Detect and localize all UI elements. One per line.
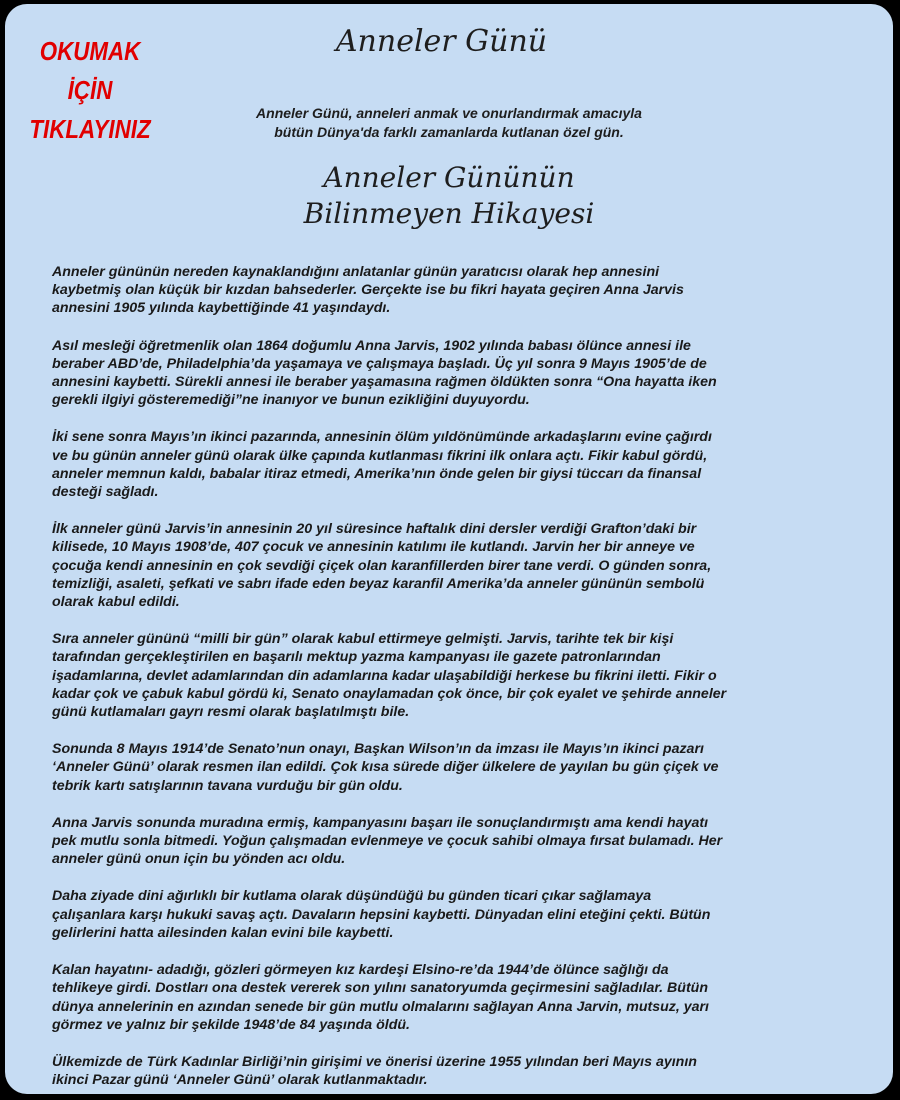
paragraph-line: tehlikeye girdi. Dostları ona destek vererek son yılını sanatoryumda geçirmesini sağladılar. Bütün [52, 980, 709, 997]
paragraph-line: kilisede, 10 Mayıs 1908’de, 407 çocuk ve annesinin katılımı ile kutlandı. Jarvin her bir anneye ve [52, 539, 695, 556]
paragraph-line: olarak kabul edildi. [52, 594, 180, 611]
paragraph-line: Asıl mesleği öğretmenlik olan 1864 doğumlu Anna Jarvis, 1902 yılında babası ölünce annesi ile [52, 337, 691, 354]
article-paragraph [52, 814, 882, 869]
paragraph-line: pek mutlu sonla bitmedi. Yoğun çalışmadan evlenmeye ve çocuk sahibi olmaya fırsat bulamadı. Her [52, 833, 723, 850]
paragraph-line: gerekli ilgiyi gösteremediği”ne inanıyor ve bunun ezikliğini duyuyordu. [52, 392, 530, 409]
article-paragraph [52, 630, 882, 721]
paragraph-line: annesini 1905 yılında kaybettiğinde 41 yaşındaydı. [52, 300, 391, 317]
paragraph-line: Kalan hayatını- adadığı, gözleri görmeyen kız kardeşi Elsino-re’da 1944’de ölünce sağlığı da [52, 962, 669, 979]
article-body [52, 263, 882, 1094]
article-title-line-2: Bilinmeyen Hikayesi [303, 197, 595, 230]
read-more-line-2: İÇİN [67, 75, 113, 105]
article-paragraph [52, 520, 882, 611]
paragraph-line: İki sene sonra Mayıs’ın ikinci pazarında, annesinin ölüm yıldönümünde arkadaşlarını evine çağırdı [52, 429, 712, 446]
article-paragraph [52, 887, 882, 942]
read-more-line-3: TIKLAYINIZ [29, 114, 151, 144]
paragraph-line: ‘Anneler Günü’ olarak resmen ilan edildi. Çok kısa sürede diğer ülkelere de yayılan bu gün çiçek ve [52, 759, 719, 776]
paragraph-line: işadamlarına, devlet adamlarından din adamlarına kadar ulaşabildiği herkese bu fikrini iletti. Fikir o [52, 667, 717, 684]
paragraph-line: dünya annelerinin en azından senede bir gün mutlu olmalarını sağlayan Anna Jarvin, mutsuz, yarı [52, 998, 709, 1015]
read-more-line-1: OKUMAK [39, 36, 141, 66]
paragraph-line: anneler memnun kaldı, babalar itiraz etmedi, Amerika’nın önde gelen bir giysi tüccarı da finansal [52, 465, 702, 482]
paragraph-line: Sonunda 8 Mayıs 1914’de Senato’nun onayı, Başkan Wilson’ın da imzası ile Mayıs’ın ikinci pazarı [52, 741, 704, 758]
paragraph-line: temizliği, asaleti, şefkati ve sabrı ifade eden beyaz karanfil Amerika’da anneler gününün sembolü [52, 575, 705, 592]
paragraph-line: desteği sağladı. [52, 484, 159, 501]
paragraph-line: Anna Jarvis sonunda muradına ermiş, kampanyasını başarı ile sonuçlandırmıştı ama kendi hayatı [52, 814, 709, 831]
paragraph-line: Anneler gününün nereden kaynaklandığını anlatanlar günün yaratıcısı olarak hep annesini [52, 264, 660, 280]
paragraph-line: annesini kaybetti. Sürekli annesi ile beraber yaşamasına rağmen öldükten sonra “Ona hayatta iken [52, 374, 717, 391]
paragraph-line: gelirlerini hatta ailesinden kalan evini bile kaybetti. [52, 924, 394, 941]
article-title [5, 160, 893, 232]
article-paragraph [52, 740, 882, 795]
article-paragraph [52, 961, 882, 1034]
paragraph-line: anneler günü onun için bu yönden acı oldu. [52, 851, 346, 868]
intro-line-1: Anneler Günü, anneleri anmak ve onurlandırmak amacıyla [256, 105, 642, 121]
article-title-line-1: Anneler Gününün [323, 161, 575, 194]
paragraph-line: tebrik kartı satışlarının tavana vurduğu bir gün oldu. [52, 777, 403, 794]
page-title: Anneler Günü [335, 24, 548, 59]
article-paragraph [52, 1053, 882, 1089]
paragraph-line: İlk anneler günü Jarvis’in annesinin 20 yıl süresince haftalık dini dersler verdiği Grafton’daki bir [52, 521, 697, 538]
paragraph-line: beraber ABD’de, Philadelphia’da yaşamaya ve çalışmaya başladı. Üç yıl sonra 9 Mayıs 1905’de de [52, 355, 707, 372]
article-paragraph [52, 263, 882, 318]
paragraph-line: Ülkemizde de Türk Kadınlar Birliği’nin girişimi ve önerisi üzerine 1955 yılından beri Mayıs ayının [52, 1053, 697, 1070]
paragraph-line: günü kutlamaları gayrı resmi olarak başlatılmıştı bile. [52, 704, 410, 721]
paragraph-line: kaybetmiş olan küçük bir kızdan bahsederler. Gerçekte ise bu fikri hayata geçiren Anna Jarvis [52, 282, 684, 299]
paragraph-line: ikinci Pazar günü ‘Anneler Günü’ olarak kutlanmaktadır. [52, 1072, 428, 1089]
paragraph-line: görmez ve yalnız bir şekilde 1948’de 84 yaşında öldü. [52, 1016, 410, 1033]
article-paragraph [52, 428, 882, 501]
intro-text [5, 104, 893, 142]
paragraph-line: tarafından gerçekleştirilen en başarılı mektup yazma kampanyası ile gazete patronlarından [52, 649, 661, 666]
page-panel [5, 4, 893, 1094]
paragraph-line: ve bu günün anneler günü olarak ülke çapında kutlanması fikrini ilk onlara açtı. Fikir kabul gördü, [52, 447, 708, 464]
article-paragraph [52, 337, 882, 410]
paragraph-line: Daha ziyade dini ağırlıklı bir kutlama olarak düşündüğü bu günden ticari çıkar sağlamaya [52, 888, 652, 905]
paragraph-line: çalışanlara karşı hukuki savaş açtı. Davaların hepsini kaybetti. Dünyadan elini eteğini çekti. Bütün [52, 906, 711, 923]
paragraph-line: çocuğa kendi annesinin en çok sevdiği çiçek olan karanfillerden birer tane verdi. O günden sonra, [52, 557, 712, 574]
intro-line-2: bütün Dünya'da farklı zamanlarda kutlanan özel gün. [274, 124, 624, 140]
paragraph-line: kadar çok ve çabuk kabul gördü ki, Senato onaylamadan çok önce, bir çok eyalet ve şehirde anneler [52, 685, 727, 702]
paragraph-line: Sıra anneler gününü “milli bir gün” olarak kabul ettirmeye gelmişti. Jarvis, tarihte tek bir kişi [52, 631, 674, 648]
